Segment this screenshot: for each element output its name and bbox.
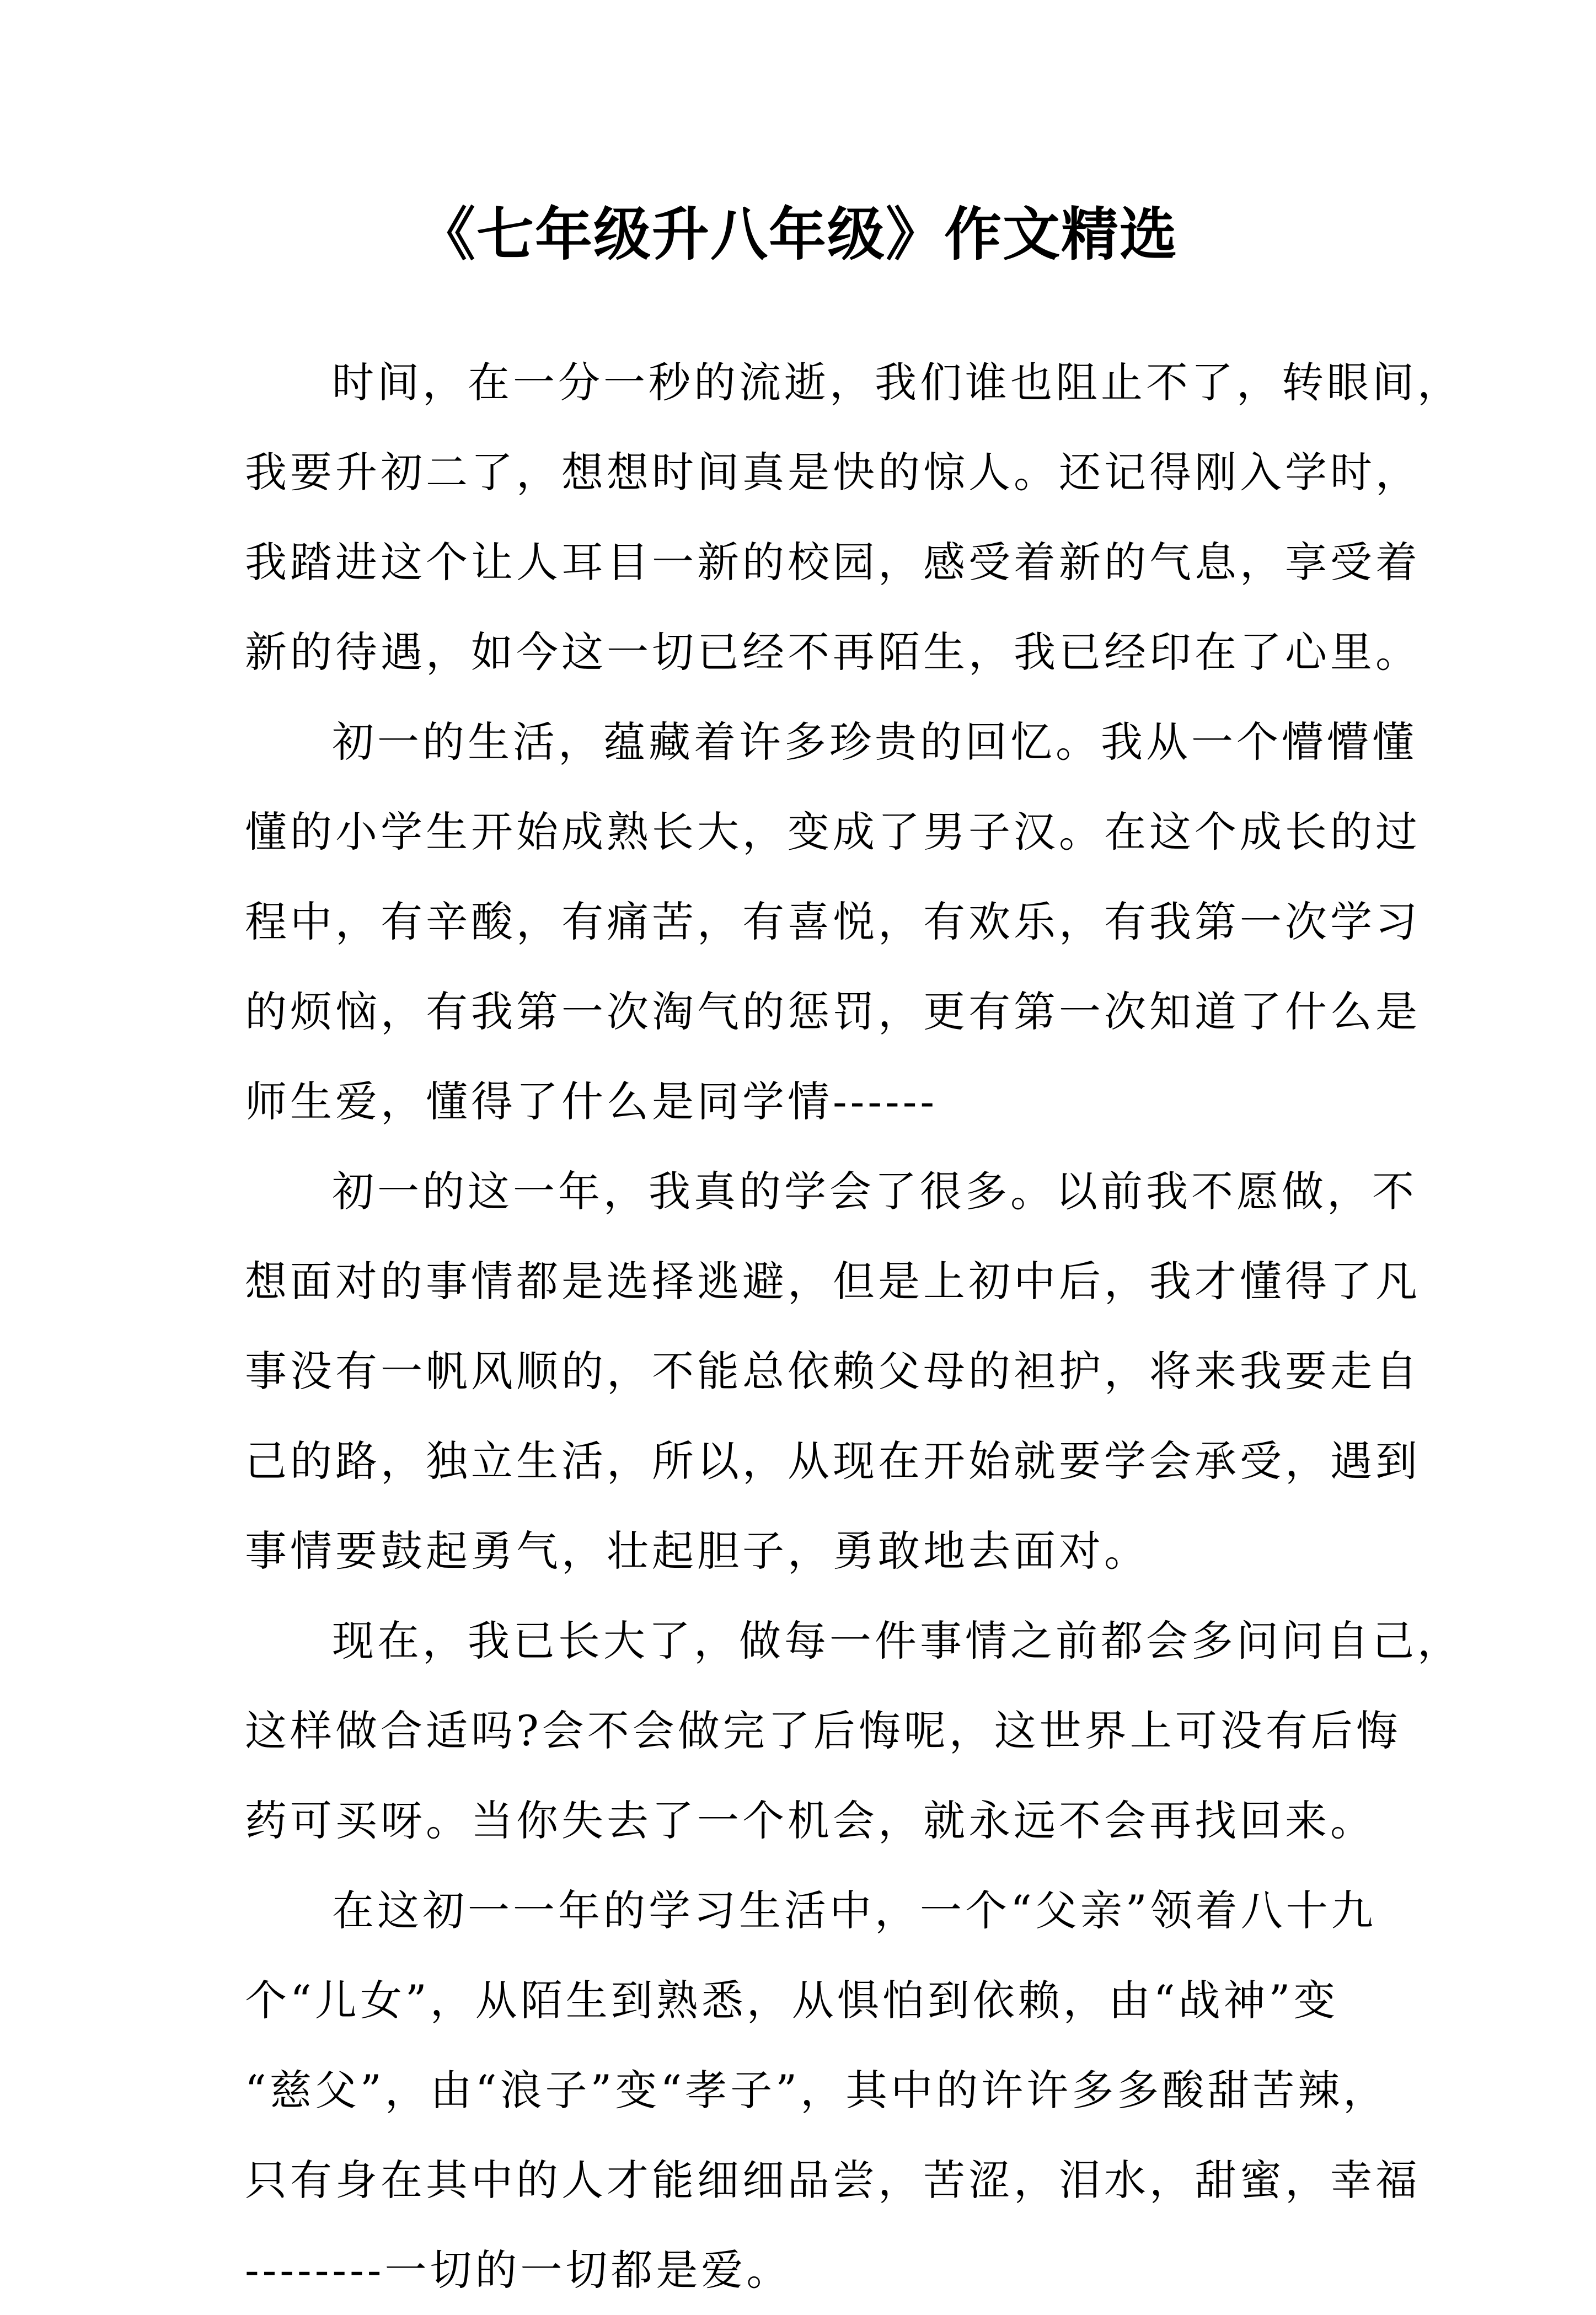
text-line: 新的待遇，如今这一切已经不再陌生，我已经印在了心里。 xyxy=(245,628,1421,677)
paragraph-2 xyxy=(245,697,1421,1146)
paragraph-4 xyxy=(245,1596,1463,1866)
paragraph-5 xyxy=(245,1866,1421,2315)
text-line: 时间，在一分一秒的流逝，我们谁也阻止不了，转眼间， xyxy=(332,358,1463,407)
document-title: 《七年级升八年级》作文精选 xyxy=(417,200,1178,268)
text-line: 初一的这一年，我真的学会了很多。以前我不愿做，不 xyxy=(332,1167,1417,1216)
text-line: 师生爱，懂得了什么是同学情------ xyxy=(245,1077,938,1126)
text-line: 只有身在其中的人才能细细品尝，苦涩，泪水，甜蜜，幸福 xyxy=(245,2156,1421,2205)
text-line: 这样做合适吗?会不会做完了后悔呢，这世界上可没有后悔 xyxy=(245,1706,1401,1755)
paragraph-1 xyxy=(245,337,1463,697)
text-line: 程中，有辛酸，有痛苦，有喜悦，有欢乐，有我第一次学习 xyxy=(245,897,1421,946)
text-line: 懂的小学生开始成熟长大，变成了男子汉。在这个成长的过 xyxy=(245,807,1421,856)
essay-body xyxy=(245,337,1463,2315)
text-line: 的烦恼，有我第一次淘气的惩罚，更有第一次知道了什么是 xyxy=(245,987,1421,1036)
text-line: 我要升初二了，想想时间真是快的惊人。还记得刚入学时， xyxy=(245,448,1421,497)
text-line: 初一的生活，蕴藏着许多珍贵的回忆。我从一个懵懵懂 xyxy=(332,717,1417,767)
text-line: 在这初一一年的学习生活中，一个“父亲”领着八十九 xyxy=(332,1886,1377,1935)
text-line: 己的路，独立生活，所以，从现在开始就要学会承受，遇到 xyxy=(245,1437,1421,1486)
text-line: 事没有一帆风顺的，不能总依赖父母的袒护，将来我要走自 xyxy=(245,1347,1421,1396)
text-line: 想面对的事情都是选择逃避，但是上初中后，我才懂得了凡 xyxy=(245,1257,1421,1306)
paragraph-3 xyxy=(245,1146,1421,1596)
text-line: 个“儿女”，从陌生到熟悉，从惧怕到依赖，由“战神”变 xyxy=(245,1976,1339,2025)
text-line: “慈父”，由“浪子”变“孝子”，其中的许许多多酸甜苦辣， xyxy=(245,2066,1389,2115)
text-line: 我踏进这个让人耳目一新的校园，感受着新的气息，享受着 xyxy=(245,538,1421,587)
text-line: 现在，我已长大了，做每一件事情之前都会多问问自己， xyxy=(332,1616,1463,1665)
text-line: --------一切的一切都是爱。 xyxy=(245,2246,792,2295)
text-line: 事情要鼓起勇气，壮起胆子，勇敢地去面对。 xyxy=(245,1526,1149,1576)
text-line: 药可买呀。当你失去了一个机会，就永远不会再找回来。 xyxy=(245,1796,1375,1845)
